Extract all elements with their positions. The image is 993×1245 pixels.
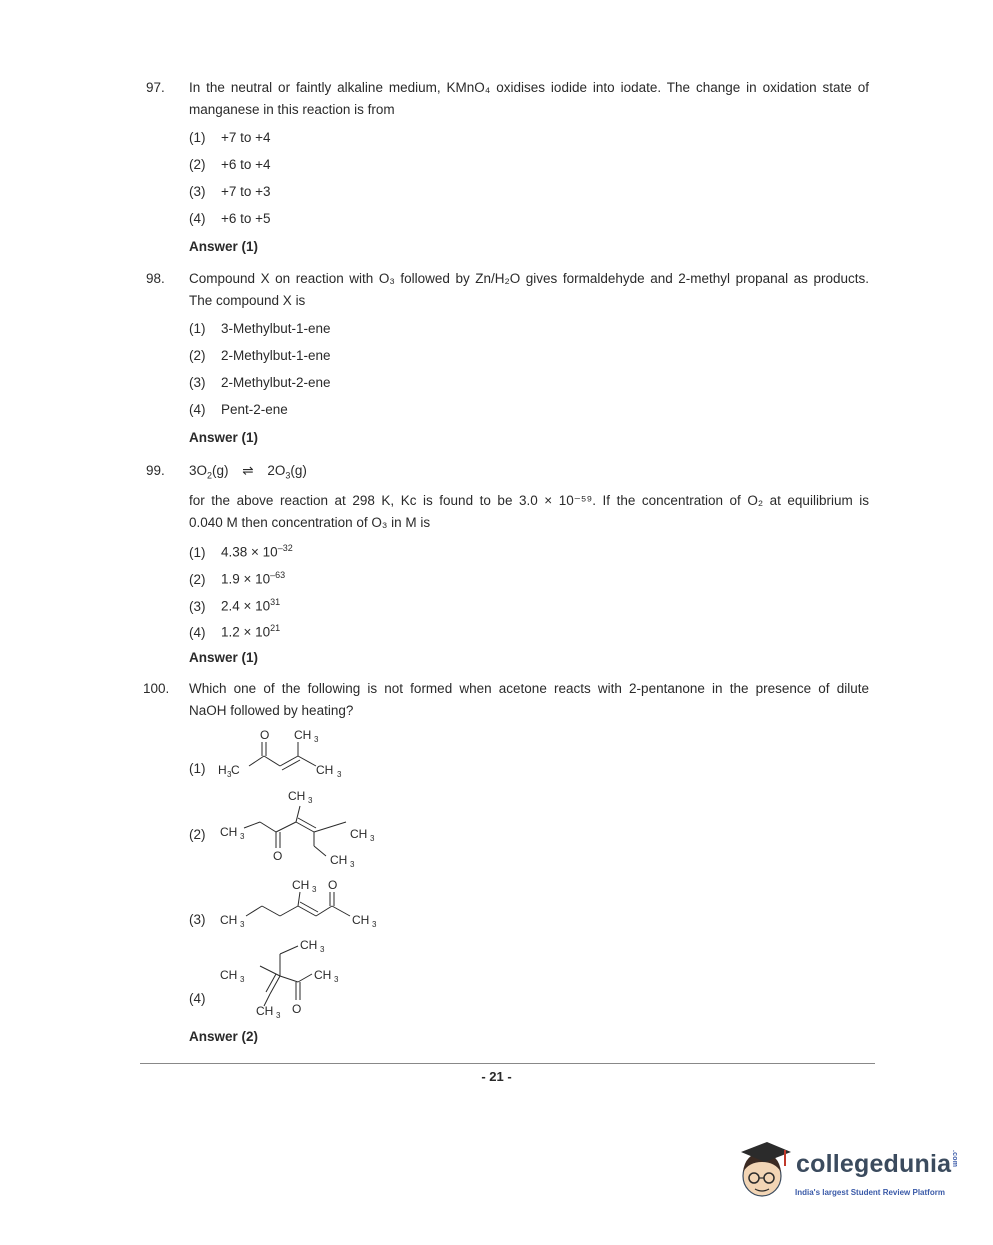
option-3-label: (3) (189, 912, 206, 927)
footer-divider (140, 1063, 875, 1064)
svg-text:3: 3 (372, 920, 377, 929)
svg-text:CH: CH (294, 728, 312, 742)
option-1: (1) +7 to +4 (189, 130, 271, 145)
svg-text:CH: CH (314, 968, 332, 982)
page-number: - 21 - (481, 1069, 512, 1084)
brand-tagline: India's largest Student Review Platform (795, 1188, 945, 1197)
brand-name: collegedunia.com (796, 1150, 959, 1178)
structure-option-3 (218, 872, 388, 934)
svg-text:CH: CH (288, 789, 306, 803)
option-2-label: (2) (189, 827, 206, 842)
question-text-line1: Compound X on reaction with O₃ followed by Zn/H₂O gives formaldehyde and 2-methyl propanal as products. (189, 271, 869, 286)
option-2: (2) $1.9 \times 10^{-63}$ (189, 570, 286, 587)
svg-text:CH: CH (330, 853, 348, 867)
svg-text:3: 3 (350, 860, 355, 869)
svg-text:3: 3 (240, 832, 245, 841)
question-number: 98. (146, 271, 165, 286)
svg-text:3: 3 (276, 1011, 281, 1020)
structure-option-4 (218, 932, 358, 1022)
question-text-line1: Which one of the following is not formed when acetone reacts with 2-pentanone in the presence of dilute (189, 681, 869, 696)
question-text-line2: The compound X is (189, 293, 306, 308)
question-text-line2: NaOH followed by heating? (189, 703, 354, 718)
svg-text:CH: CH (220, 968, 238, 982)
svg-text:3: 3 (240, 920, 245, 929)
svg-text:CH: CH (256, 1004, 274, 1018)
question-number: 99. (146, 463, 165, 478)
svg-text:CH: CH (292, 878, 310, 892)
svg-text:3: 3 (334, 975, 339, 984)
option-3: (3) +7 to +3 (189, 184, 271, 199)
svg-text:O: O (260, 728, 270, 742)
structure-option-2 (218, 784, 388, 870)
svg-text:O: O (292, 1002, 302, 1016)
answer: Answer (1) (189, 650, 259, 665)
option-4: (4) Pent-2-ene (189, 402, 288, 417)
equilibrium-arrow-icon: ⇌ (242, 463, 254, 478)
question-text-line1: for the above reaction at 298 K, Kc is found to be 3.0 × 10⁻⁵⁹. If the concentration of O₂ at equilibrium is (189, 493, 869, 508)
option-1: (1) $4.38 \times 10^{-32}$ (189, 543, 293, 560)
option-1-label: (1) (189, 761, 206, 776)
svg-text:3: 3 (337, 770, 342, 779)
question-number: 100. (143, 681, 170, 696)
svg-text:H: H (218, 763, 227, 777)
svg-text:C: C (231, 763, 240, 777)
svg-text:3: 3 (320, 945, 325, 954)
option-3: (3) $2.4 \times 10^{31}$ (189, 597, 281, 614)
question-text-line2: manganese in this reaction is from (189, 102, 395, 117)
option-4: (4) $1.2 \times 10^{21}$ (189, 623, 281, 640)
answer-q100: Answer (2) (189, 1029, 259, 1044)
option-2: (2) +6 to +4 (189, 157, 271, 172)
option-1: (1) 3-Methylbut-1-ene (189, 321, 331, 336)
svg-text:3: 3 (308, 796, 313, 805)
question-number: 97. (146, 80, 165, 95)
svg-text:3: 3 (370, 834, 375, 843)
option-4-label: (4) (189, 991, 206, 1006)
svg-text:3: 3 (240, 975, 245, 984)
svg-text:CH: CH (350, 827, 368, 841)
question-text-line1: In the neutral or faintly alkaline medium, KMnO₄ oxidises iodide into iodate. The change in oxidation state of (189, 80, 869, 95)
svg-text:O: O (273, 849, 283, 863)
svg-text:3: 3 (227, 770, 232, 779)
answer: Answer (1) (189, 239, 259, 254)
option-3: (3) 2-Methylbut-2-ene (189, 375, 331, 390)
svg-text:O: O (328, 878, 338, 892)
svg-text:3: 3 (312, 885, 317, 894)
answer: Answer (1) (189, 430, 259, 445)
question-text-line2: 0.040 M then concentration of O₃ in M is (189, 515, 431, 530)
option-2: (2) 2-Methylbut-1-ene (189, 348, 331, 363)
svg-text:CH: CH (316, 763, 334, 777)
option-4: (4) +6 to +5 (189, 211, 271, 226)
reaction-equation: $3O_2(g)$ ⇌ $2O_3(g)$ (189, 463, 307, 481)
svg-text:3: 3 (314, 735, 319, 744)
svg-text:CH: CH (220, 913, 238, 927)
structure-option-1 (210, 722, 360, 784)
svg-text:CH: CH (300, 938, 318, 952)
svg-text:CH: CH (352, 913, 370, 927)
svg-text:CH: CH (220, 825, 238, 839)
